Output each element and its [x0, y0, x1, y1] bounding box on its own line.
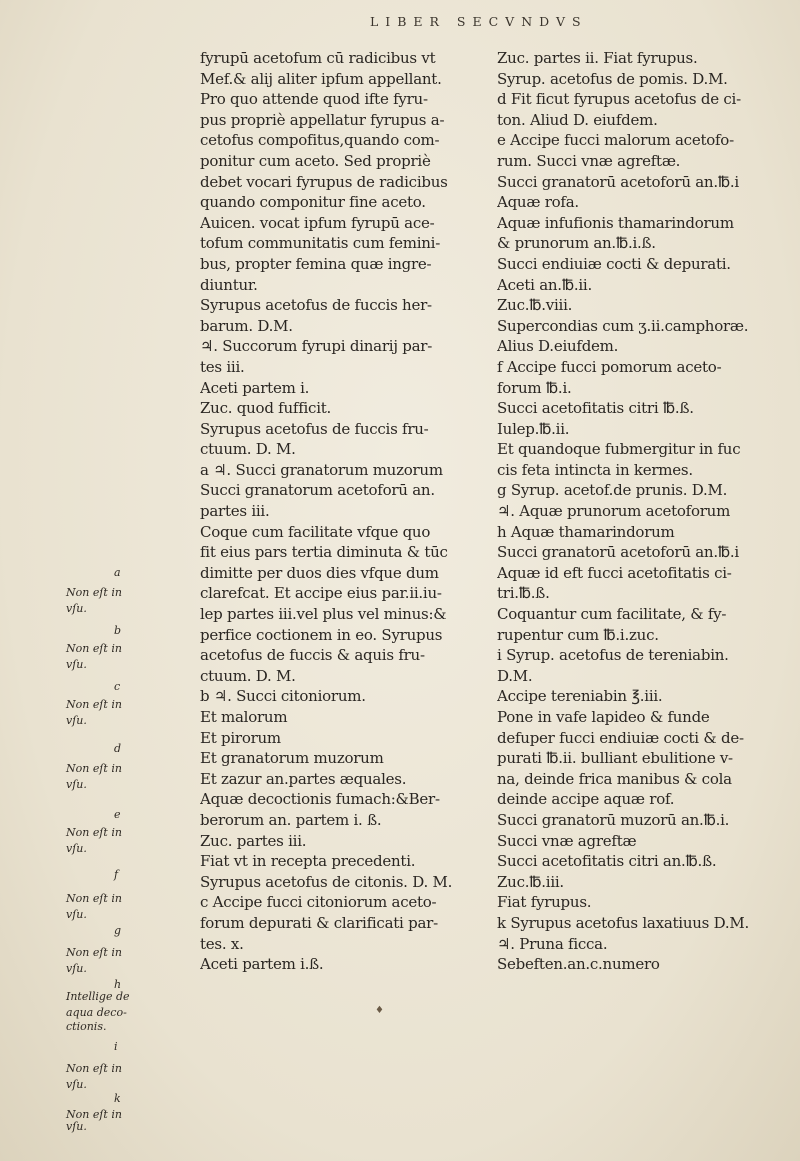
text-line: Aceti partem i.ß. — [200, 955, 324, 974]
text-line: fyrupū acetofum cū radicibus vt — [200, 49, 436, 67]
margin-note: Non eſt in — [66, 892, 122, 905]
text-line: tes. x. — [200, 934, 244, 953]
text-line: Supercondias cum ʒ.ii.camphoræ. — [497, 316, 749, 335]
text-line: Fiat fyrupus. — [497, 893, 592, 912]
left-text-column — [200, 48, 488, 975]
margin-note-letter: c — [114, 680, 121, 693]
margin-note: vſu. — [66, 714, 87, 727]
text-line: D.M. — [497, 666, 533, 685]
margin-note: vſu. — [66, 962, 87, 975]
text-line: Et malorum — [200, 708, 288, 726]
text-line: Aquæ decoctionis fumach:&Ber- — [200, 790, 440, 809]
text-line: Accipe tereniabin ℥.iii. — [497, 687, 663, 706]
text-line: Aquæ infufionis thamarindorum — [497, 213, 734, 232]
margin-note-letter: g — [114, 924, 122, 937]
text-line: Succi granatorum acetoforū an. — [200, 481, 435, 500]
text-line: Coquantur cum facilitate, & fy- — [497, 605, 727, 624]
text-line: Sebeften.an.c.numero — [497, 955, 660, 974]
text-line: ctuum. D. M. — [200, 440, 296, 459]
text-line: a ♃. Succi granatorum muzorum — [200, 460, 443, 479]
text-line: quando componitur fine aceto. — [200, 193, 426, 212]
margin-note-letter: f — [114, 868, 119, 881]
margin-note: Non eſt in — [66, 1062, 122, 1075]
text-line: rupentur cum ℔.i.zuc. — [497, 625, 659, 644]
text-line: forum depurati & clarificati par- — [200, 913, 438, 932]
text-line: Zuc. partes iii. — [200, 831, 307, 850]
text-line: Zuc. partes ii. Fiat fyrupus. — [497, 49, 698, 67]
margin-note-letter: e — [114, 808, 121, 821]
text-line: dimitte per duos dies vfque dum — [200, 563, 439, 582]
text-line: Syrupus acetofus de fuccis fru- — [200, 419, 429, 438]
text-line: Et granatorum muzorum — [200, 749, 384, 768]
margin-note-letter: i — [114, 1040, 118, 1053]
text-line: Aceti partem i. — [200, 378, 310, 397]
text-line: ♃. Succorum fyrupi dinarij par- — [200, 337, 433, 356]
text-line: forum ℔.i. — [497, 378, 572, 397]
text-line: Zuc. quod fufficit. — [200, 399, 332, 418]
text-line: Pro quo attende quod ifte fyru- — [200, 90, 428, 109]
text-line: f Accipe fucci pomorum aceto- — [497, 357, 722, 376]
text-line: fit eius pars tertia diminuta & tūc — [200, 543, 448, 562]
text-line: Et zazur an.partes æquales. — [200, 769, 407, 788]
margin-note-letter: b — [114, 624, 122, 637]
running-head: LIBER SECVNDVS — [370, 14, 588, 29]
text-line: e Accipe fucci malorum acetofo- — [497, 131, 734, 150]
text-line: Et quandoque fubmergitur in fuc — [497, 440, 741, 459]
margin-note: vſu. — [66, 1078, 87, 1091]
margin-note: Non eſt in — [66, 762, 122, 775]
text-line: tes iii. — [200, 357, 245, 376]
ornament-mark: ♦ — [375, 1005, 384, 1016]
margin-note: vſu. — [66, 602, 87, 615]
text-line: Aquæ id eft fucci acetofitatis ci- — [497, 563, 732, 582]
text-line: tofum communitatis cum femini- — [200, 234, 441, 253]
text-line: Succi granatorū acetoforū an.℔.i — [497, 543, 739, 562]
text-line: Zuc.℔.viii. — [497, 296, 573, 315]
text-line: pus propriè appellatur fyrupus a- — [200, 110, 445, 129]
margin-note: ctionis. — [66, 1020, 107, 1033]
margin-note-letter: k — [114, 1092, 121, 1105]
text-line: diuntur. — [200, 275, 258, 294]
text-line: ♃. Pruna ficca. — [497, 934, 608, 953]
margin-note: Non eſt in — [66, 946, 122, 959]
text-line: Succi endiuiæ cocti & depurati. — [497, 254, 731, 273]
text-line: ctuum. D. M. — [200, 666, 296, 685]
text-line: Succi granatorū muzorū an.℔.i. — [497, 810, 730, 829]
text-line: purati ℔.ii. bulliant ebulitione v- — [497, 749, 733, 768]
text-line: Mef.& alij aliter ipfum appellant. — [200, 69, 442, 88]
text-line: d Fit ficut fyrupus acetofus de ci- — [497, 90, 741, 109]
margin-note-letter: h — [114, 978, 122, 991]
text-line: Alius D.eiufdem. — [497, 337, 619, 356]
text-line: cetofus compofitus,quando com- — [200, 131, 440, 150]
margin-note: vſu. — [66, 778, 87, 791]
text-line: Succi acetofitatis citri an.℔.ß. — [497, 852, 717, 871]
text-line: h Aquæ thamarindorum — [497, 522, 675, 541]
margin-note: Intellige de — [66, 990, 130, 1003]
text-line: Coque cum facilitate vfque quo — [200, 522, 431, 541]
text-line: Fiat vt in recepta precedenti. — [200, 852, 416, 871]
margin-note: vſu. — [66, 658, 87, 671]
text-line: cis feta intincta in kermes. — [497, 460, 693, 479]
margin-note: Non eſt in — [66, 642, 122, 655]
text-line: ton. Aliud D. eiufdem. — [497, 110, 658, 129]
margin-note: Non eſt in — [66, 826, 122, 839]
text-line: Pone in vafe lapideo & funde — [497, 708, 710, 726]
text-line: g Syrup. acetof.de prunis. D.M. — [497, 481, 728, 500]
margin-note: vſu. — [66, 908, 87, 921]
text-line: ♃. Aquæ prunorum acetoforum — [497, 502, 731, 521]
text-line: i Syrup. acetofus de tereniabin. — [497, 646, 729, 665]
text-line: debet vocari fyrupus de radicibus — [200, 172, 448, 191]
text-line: berorum an. partem i. ß. — [200, 810, 382, 829]
text-line: b ♃. Succi citoniorum. — [200, 687, 366, 706]
text-line: Syrupus acetofus de citonis. D. M. — [200, 872, 453, 891]
text-line: barum. D.M. — [200, 316, 293, 335]
text-line: k Syrupus acetofus laxatiuus D.M. — [497, 913, 750, 932]
text-line: Aquæ rofa. — [497, 193, 579, 212]
text-line: ponitur cum aceto. Sed propriè — [200, 151, 431, 170]
text-line: Syrup. acetofus de pomis. D.M. — [497, 69, 728, 88]
margin-note-letter: d — [114, 742, 122, 755]
text-line: Succi granatorū acetoforū an.℔.i — [497, 172, 739, 191]
text-line: tri.℔.ß. — [497, 584, 550, 603]
margin-note: vſu. — [66, 1120, 87, 1133]
text-line: deinde accipe aquæ rof. — [497, 790, 675, 809]
right-text-column — [497, 48, 789, 975]
text-line: acetofus de fuccis & aquis fru- — [200, 646, 425, 665]
text-line: perfice coctionem in eo. Syrupus — [200, 625, 443, 644]
margin-note-letter: a — [114, 566, 121, 579]
text-line: defuper fucci endiuiæ cocti & de- — [497, 728, 744, 747]
text-line: Succi acetofitatis citri ℔.ß. — [497, 399, 694, 418]
text-line: partes iii. — [200, 502, 270, 521]
text-line: Succi vnæ agreftæ — [497, 831, 637, 850]
text-line: lep partes iii.vel plus vel minus:& — [200, 605, 447, 624]
margin-note: aqua deco- — [66, 1006, 127, 1019]
text-line: bus, propter femina quæ ingre- — [200, 254, 432, 273]
text-line: & prunorum an.℔.i.ß. — [497, 234, 656, 253]
text-line: Iulep.℔.ii. — [497, 419, 570, 438]
text-line: rum. Succi vnæ agreftæ. — [497, 151, 681, 170]
text-line: na, deinde frica manibus & cola — [497, 769, 732, 788]
margin-note: Non eſt in — [66, 586, 122, 599]
text-line: Auicen. vocat ipfum fyrupū ace- — [200, 213, 435, 232]
text-line: Zuc.℔.iii. — [497, 872, 564, 891]
text-line: c Accipe fucci citoniorum aceto- — [200, 893, 437, 912]
margin-note: Non eſt in — [66, 1108, 122, 1121]
margin-note: vſu. — [66, 842, 87, 855]
margin-note: Non eſt in — [66, 698, 122, 711]
text-line: clarefcat. Et accipe eius par.ii.iu- — [200, 584, 442, 603]
text-line: Et pirorum — [200, 728, 281, 747]
text-line: Aceti an.℔.ii. — [497, 275, 592, 294]
text-line: Syrupus acetofus de fuccis her- — [200, 296, 432, 315]
